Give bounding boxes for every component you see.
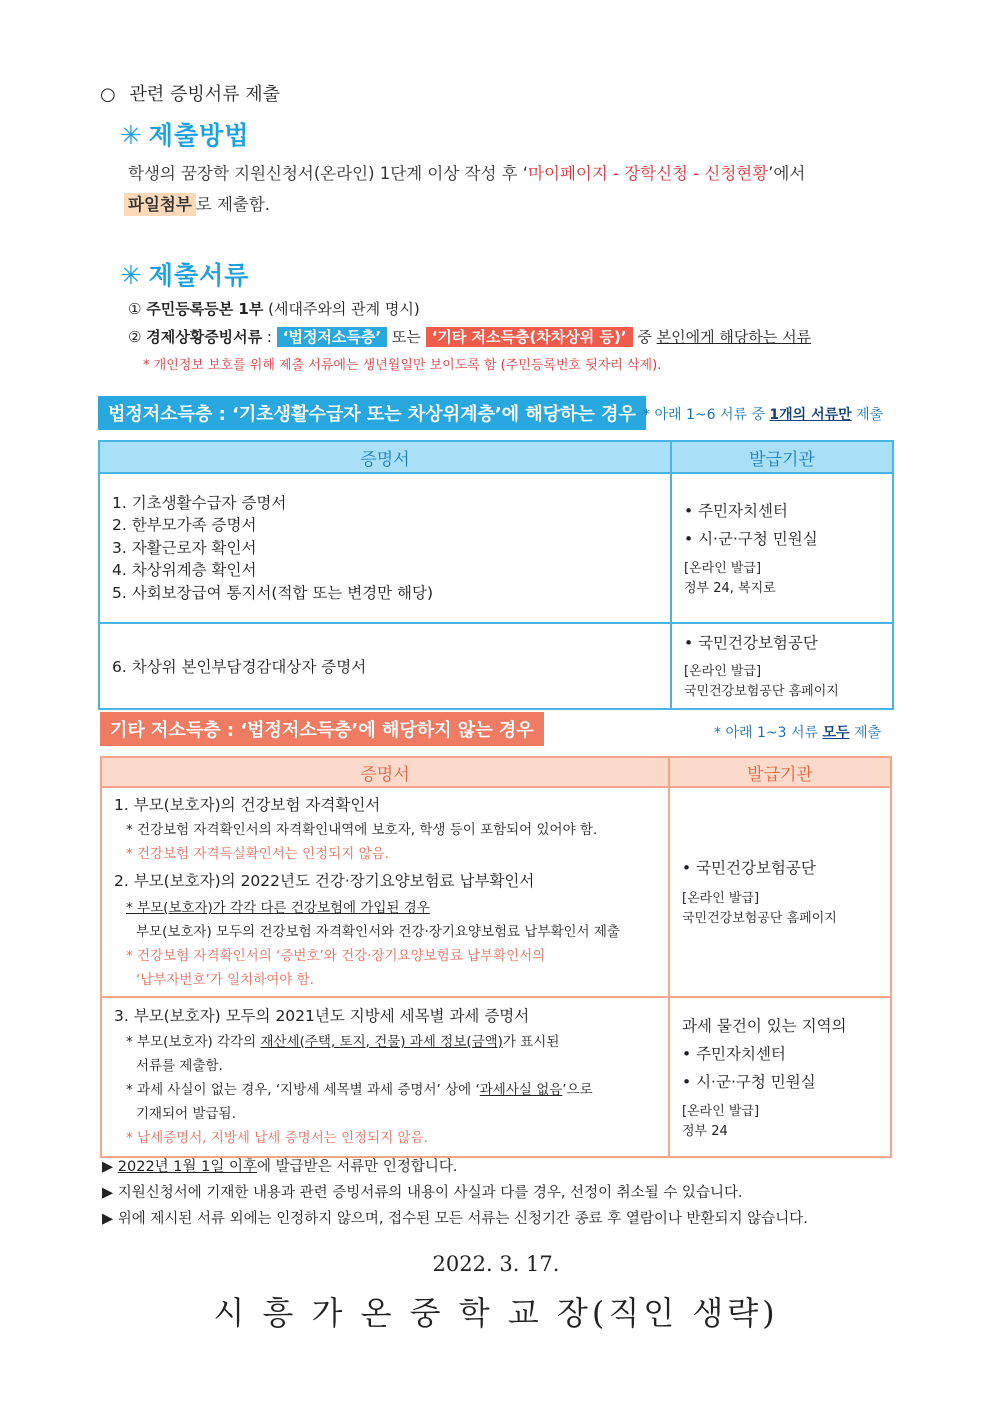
cert-list: 6. 차상위 본인부담경감대상자 증명서 <box>99 623 671 709</box>
asterisk-icon: ✳ <box>120 121 143 151</box>
legal-table <box>98 440 894 710</box>
issuer-cell: • 주민자치센터 • 시·군·구청 민원실 [온라인 발급] 정부 24, 복지로 <box>671 473 893 623</box>
col-header-cert: 증명서 <box>99 441 671 473</box>
table-row <box>101 787 891 997</box>
docs-item-1: ① 주민등록등본 1부 (세대주와의 관계 명시) <box>128 300 420 318</box>
section-header-text: 관련 증빙서류 제출 <box>129 84 280 105</box>
issuer-cell: • 국민건강보험공단 [온라인 발급] 국민건강보험공단 홈페이지 <box>669 787 891 997</box>
circle-bullet-icon: ○ <box>100 84 116 105</box>
document-date: 2022. 3. 17. <box>432 1252 560 1276</box>
legal-low-income-tag: ‘법정저소득층’ <box>277 327 387 347</box>
cert-list: 1. 기초생활수급자 증명서 2. 한부모가족 증명서 3. 자활근로자 확인서 4. 차상위계층 확인서 5. 사회보장급여 통지서(적합 또는 변경만 해당) <box>99 473 671 623</box>
file-attach-highlight: 파일첨부 <box>124 193 196 216</box>
col-header-issuer: 발급기관 <box>669 757 891 787</box>
footer-notes <box>102 1154 808 1232</box>
footer-note-3: ▶ 위에 제시된 서류 외에는 인정하지 않으며, 접수된 모든 서류는 신청기간 종료 후 열람이나 반환되지 않습니다. <box>102 1211 808 1227</box>
legal-banner: 법정저소득층 : ‘기초생활수급자 또는 차상위계층’에 해당하는 경우 <box>98 396 646 430</box>
legal-side-note: * 아래 1~6 서류 중 1개의 서류만 제출 <box>643 407 884 423</box>
issuer-cell: • 국민건강보험공단 [온라인 발급] 국민건강보험공단 홈페이지 <box>671 623 893 709</box>
other-banner: 기타 저소득층 : ‘법정저소득층’에 해당하지 않는 경우 <box>100 712 544 746</box>
col-header-issuer: 발급기관 <box>671 441 893 473</box>
table-row <box>101 997 891 1157</box>
cert-list: 1. 부모(보호자)의 건강보험 자격확인서 * 건강보험 자격확인서의 자격확인내역에 보호자, 학생 등이 포함되어 있어야 함. * 건강보험 자격득실확인서는 인정되지 않음. 2. 부모(보호자)의 2022년도 건강·장기요양보험료 납부확인서 * 부모(보호자)가 각각 다른 건강보험에 가입된 경우 부모(보호자) 모두의 건강보험 자격확인서와 건강·장기요양보험료 납부확인서 제출 * 건강보험 자격확인서의 ‘증번호’와 건강·장기요양보험료 납부확인서의 ‘납부자번호’가 일치하여야 함. <box>101 787 669 997</box>
method-line-1: 학생의 꿈장학 지원신청서(온라인) 1단계 이상 작성 후 ‘마이페이지 - 장학신청 - 신청현황’에서 <box>128 164 806 183</box>
col-header-cert: 증명서 <box>101 757 669 787</box>
table-row <box>99 473 893 623</box>
method-line-2: 파일첨부 로 제출함. <box>124 191 270 215</box>
other-low-income-tag: ‘기타 저소득층(차차상위 등)’ <box>426 327 633 347</box>
arrow-icon: ▶ <box>102 1211 114 1227</box>
arrow-icon: ▶ <box>102 1185 114 1201</box>
cert-list: 3. 부모(보호자) 모두의 2021년도 지방세 세목별 과세 증명서 * 부모(보호자) 각각의 재산세(주택, 토지, 건물) 과세 정보(금액)가 표시된 서류를 제출함. * 과세 사실이 없는 경우, ‘지방세 세목별 과세 증명서’ 상에 ‘과세사실 없음’으로 기재되어 발급됨. * 납세증명서, 지방세 납세 증명서는 인정되지 않음. <box>101 997 669 1157</box>
docs-item-2: ② 경제상황증빙서류 : ‘법정저소득층’ 또는 ‘기타 저소득층(차차상위 등)’ 중 본인에게 해당하는 서류 <box>128 328 812 346</box>
issuer-cell: 과세 물건이 있는 지역의 • 주민자치센터 • 시·군·구청 민원실 [온라인 발급] 정부 24 <box>669 997 891 1157</box>
asterisk-icon: ✳ <box>120 261 143 291</box>
section-header <box>100 80 280 106</box>
privacy-note: * 개인정보 보호를 위해 제출 서류에는 생년월일만 보이도록 함 (주민등록번호 뒷자리 삭제). <box>143 358 662 373</box>
footer-note-2: ▶ 지원신청서에 기재한 내용과 관련 증빙서류의 내용이 사실과 다를 경우, 선정이 취소될 수 있습니다. <box>102 1185 743 1201</box>
other-table <box>100 756 892 1158</box>
docs-title: ✳ 제출서류 <box>120 261 250 291</box>
arrow-icon: ▶ <box>102 1159 114 1175</box>
method-title: ✳ 제출방법 <box>120 121 250 151</box>
table-row <box>99 623 893 709</box>
mypage-path: 마이페이지 - 장학신청 - 신청현황 <box>528 164 769 183</box>
footer-note-1: ▶ 2022년 1월 1일 이후에 발급받은 서류만 인정합니다. <box>102 1159 458 1175</box>
other-side-note: * 아래 1~3 서류 모두 제출 <box>714 725 882 741</box>
signature-line: 시 흥 가 온 중 학 교 장(직인 생략) <box>213 1294 779 1332</box>
